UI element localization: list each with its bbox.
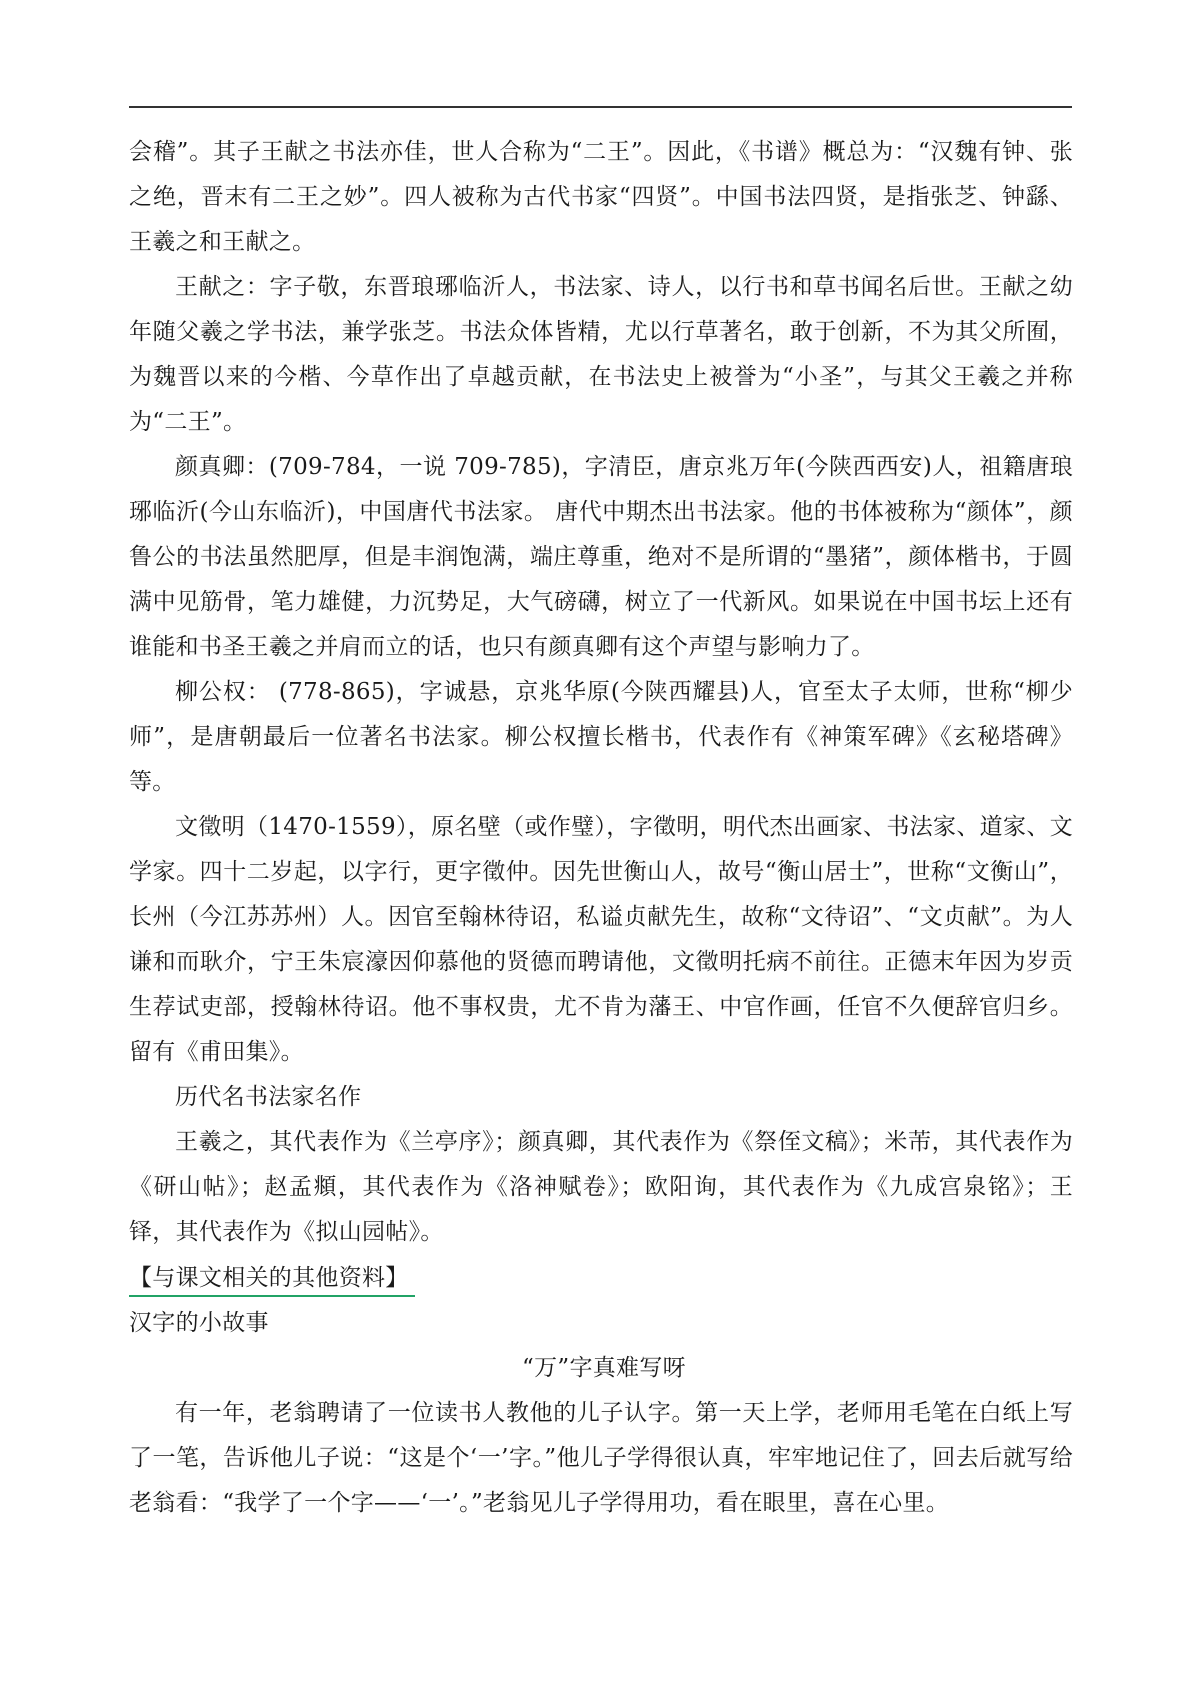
section-heading: 【与课文相关的其他资料】 — [129, 1261, 415, 1297]
section-heading-wrapper — [129, 1255, 1073, 1301]
paragraph-masterpieces-list: 王羲之，其代表作为《兰亭序》；颜真卿，其代表作为《祭侄文稿》；米芾，其代表作为《研山帖》；赵孟頫，其代表作为《洛神赋卷》；欧阳询，其代表作为《九成宫泉铭》；王铎，其代表作为《拟山园帖》。 — [129, 1129, 1073, 1245]
paragraph-wen-zhengming: 文徵明（1470-1559），原名壁（或作璧），字徵明，明代杰出画家、书法家、道家、文学家。四十二岁起，以字行，更字徵仲。因先世衡山人，故号“衡山居士”，世称“文衡山”，长州（今江苏苏州）人。因官至翰林待诏，私谥贞献先生，故称“文待诏”、“文贞献”。为人谦和而耿介，宁王朱宸濠因仰慕他的贤德而聘请他，文徵明托病不前往。正德末年因为岁贡生荐试吏部，授翰林待诏。他不事权贵，尤不肯为藩王、中官作画，任官不久便辞官归乡。留有《甫田集》。 — [129, 814, 1073, 1065]
paragraph-continuation: 会稽”。其子王献之书法亦佳，世人合称为“二王”。因此，《书谱》概总为：“汉魏有钟、张之绝，晋末有二王之妙”。四人被称为古代书家“四贤”。中国书法四贤，是指张芝、钟繇、王羲之和王献之。 — [129, 139, 1073, 255]
paragraph-wang-xianzhi: 王献之：字子敬，东晋琅琊临沂人，书法家、诗人，以行书和草书闻名后世。王献之幼年随父羲之学书法，兼学张芝。书法众体皆精，尤以行草著名，敢于创新，不为其父所囿，为魏晋以来的今楷、今草作出了卓越贡献，在书法史上被誉为“小圣”，与其父王羲之并称为“二王”。 — [129, 274, 1073, 435]
paragraph-masterpieces-title: 历代名书法家名作 — [175, 1084, 362, 1110]
paragraph-yan-zhenqing: 颜真卿：(709-784，一说 709-785)，字清臣，唐京兆万年(今陕西西安)人，祖籍唐琅琊临沂(今山东临沂)，中国唐代书法家。 唐代中期杰出书法家。他的书体被称为“颜体”，颜鲁公的书法虽然肥厚，但是丰润饱满，端庄尊重，绝对不是所谓的“墨猪”，颜体楷书，于圆满中见筋骨，笔力雄健，力沉势足，大气磅礴，树立了一代新风。如果说在中国书坛上还有谁能和书圣王羲之并肩而立的话，也只有颜真卿有这个声望与影响力了。 — [129, 454, 1073, 660]
subheading: 汉字的小故事 — [129, 1310, 269, 1336]
header-rule — [129, 106, 1072, 108]
story-paragraph: 有一年，老翁聘请了一位读书人教他的儿子认字。第一天上学，老师用毛笔在白纸上写了一笔，告诉他儿子说：“这是个‘一’字。”他儿子学得很认真，牢牢地记住了，回去后就写给老翁看：“我学了一个字——‘一’。”老翁见儿子学得用功，看在眼里，喜在心里。 — [129, 1400, 1073, 1516]
story-title: “万”字真难写呀 — [522, 1355, 686, 1381]
document-body — [129, 130, 1073, 1526]
paragraph-liu-gongquan: 柳公权： (778-865)，字诚悬，京兆华原(今陕西耀县)人，官至太子太师，世称“柳少师”，是唐朝最后一位著名书法家。柳公权擅长楷书，代表作有《神策军碑》《玄秘塔碑》等。 — [129, 679, 1073, 795]
